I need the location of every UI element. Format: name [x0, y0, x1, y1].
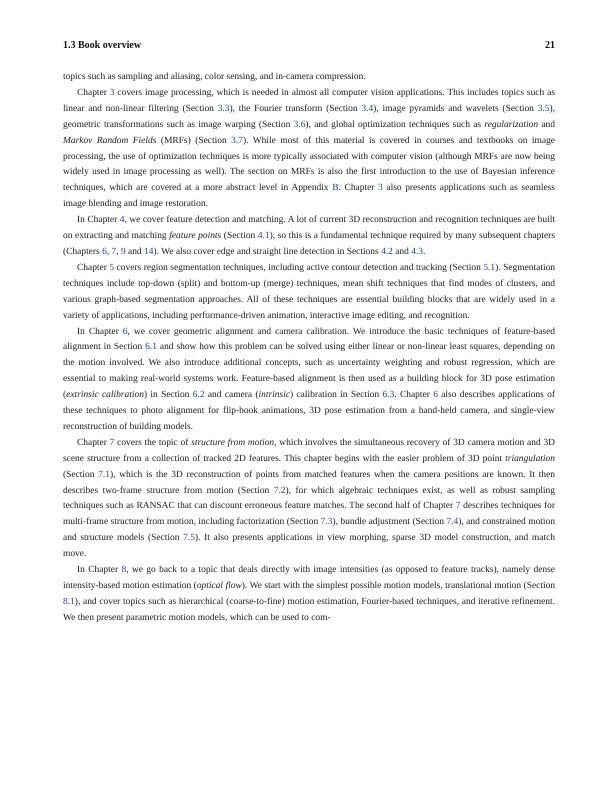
running-header — [63, 40, 555, 51]
paragraph-chapter-7 — [63, 436, 555, 563]
text-run: ), for which algebraic techniques exist, as well as robust sampling techniques such as RANSAC that can discount erroneous feature matches. The second half of Chapter — [63, 485, 555, 512]
text-run: ), so this is a fundamental technique required by many subsequent chapters (Chapters — [63, 231, 555, 257]
text-run: and show how this problem can be solved using either linear or non-linear least squares, depending on the motion involved. We also introduce additional concepts, such as uncertainty weighting and robust regression, which are essential to making real-world systems work. Feature-based alignment is then used as a building block for 3D pose estimation ( — [63, 342, 555, 401]
cross-reference-link[interactable]: 7 — [455, 501, 461, 512]
cross-reference-link[interactable]: 6 — [433, 390, 438, 401]
paragraph-chapter-8 — [63, 563, 555, 627]
cross-reference-link[interactable]: 7.4 — [446, 517, 459, 528]
cross-reference-link[interactable]: 4.1 — [257, 231, 270, 242]
cross-reference-link[interactable]: 14 — [144, 246, 154, 257]
text-run: ) calibration in Section — [290, 390, 383, 401]
text-run: ) in Section — [143, 390, 193, 401]
cross-reference-link[interactable]: 3.5 — [537, 103, 550, 114]
page-number: 21 — [545, 40, 555, 51]
text-run: (Section — [221, 231, 258, 242]
cross-reference-link[interactable]: 7 — [111, 246, 117, 257]
paragraph-chapter-6 — [63, 325, 555, 436]
text-run: ), which is the 3D reconstruction of points from matched features when the camera positions are known. It then describes two-frame structure from motion (Section — [63, 469, 556, 496]
text-run: ), bundle adjustment (Section — [332, 517, 447, 528]
cross-reference-link[interactable]: 3.7 — [231, 135, 243, 146]
text-run: , we cover geometric alignment and camera calibration. We introduce the basic techniques of feature-based alignment in Section — [63, 326, 555, 353]
section-title: 1.3 Book overview — [63, 40, 142, 51]
cross-reference-link[interactable]: 6 — [122, 326, 128, 337]
text-run: , — [106, 246, 112, 257]
emphasized-term: intrinsic — [258, 390, 291, 401]
cross-reference-link[interactable]: 4 — [119, 215, 125, 226]
cross-reference-link[interactable]: 3.6 — [293, 119, 306, 130]
cross-reference-link[interactable]: 4.3 — [411, 246, 424, 257]
text-run: describes techniques for multi-frame structure from motion, including factorization (Section — [63, 501, 555, 528]
paragraph-chapter-5 — [63, 261, 555, 325]
cross-reference-link[interactable]: 3 — [109, 87, 115, 98]
emphasized-term: triangulation — [505, 453, 555, 464]
cross-reference-link[interactable]: 8 — [121, 565, 127, 576]
cross-reference-link[interactable]: 7.3 — [320, 517, 333, 528]
text-run: ), and global optimization techniques such as — [305, 119, 485, 130]
body-text — [63, 70, 555, 627]
text-run: ). It also presents applications in view morphing, sparse 3D model construction, and match move. — [63, 533, 555, 560]
text-run: ). We start with the simplest possible motion models, translational motion (Section — [241, 581, 556, 591]
paragraph-chapter-4 — [63, 213, 555, 261]
text-run: also describes applications of these techniques to photo alignment for flip-book animations, 3D pose estimation from a hand-held camera, and single-view reconstruction of building models. — [63, 390, 556, 432]
cross-reference-link[interactable]: 6.3 — [382, 390, 395, 401]
text-run: topics such as sampling and aliasing, color sensing, and in-camera compression. — [63, 72, 366, 82]
text-run: , — [116, 246, 121, 257]
text-run: In Chapter — [77, 565, 122, 576]
cross-reference-link[interactable]: 6.1 — [145, 342, 157, 353]
emphasized-term: Markov Random Fields — [63, 135, 157, 146]
text-run: covers image processing, which is needed in almost all computer vision applications. This includes topics such as linear and non-linear filtering (Section — [63, 87, 555, 114]
text-run: covers region segmentation techniques, including active contour detection and tracking (Section — [114, 262, 484, 273]
text-run: In Chapter — [77, 326, 123, 337]
cross-reference-link[interactable]: 8.1 — [63, 596, 75, 607]
cross-reference-link[interactable]: 7.5 — [183, 533, 195, 544]
paragraph-0 — [63, 70, 555, 86]
cross-reference-link[interactable]: 6.2 — [192, 390, 205, 401]
text-run: and — [125, 246, 145, 257]
cross-reference-link[interactable]: 7 — [109, 437, 115, 448]
text-run: ), and constrained motion and structure models (Section — [63, 517, 555, 544]
text-run: Chapter — [77, 87, 110, 98]
cross-reference-link[interactable]: 7.2 — [273, 485, 286, 496]
text-run: . Chapter — [338, 183, 379, 194]
text-run: ), and cover topics such as hierarchical (coarse-to-fine) motion estimation, Fourier-based techniques, and iterative refinement. We then present parametric motion models, which can be used to com- — [63, 596, 555, 623]
text-run: , which involves the simultaneous recovery of 3D camera motion and 3D scene structure from a collection of tracked 2D features. This chapter begins with the easier problem of 3D point — [63, 437, 555, 464]
cross-reference-link[interactable]: 4.2 — [381, 246, 393, 257]
emphasized-term: optical flow — [196, 581, 242, 591]
cross-reference-link[interactable]: B — [332, 183, 339, 194]
text-run: . — [423, 246, 426, 257]
cross-reference-link[interactable]: 3 — [378, 183, 383, 194]
emphasized-term: structure from motion — [191, 437, 275, 448]
text-run: Chapter — [77, 262, 110, 273]
emphasized-term: regularization — [484, 119, 539, 130]
text-run: In Chapter — [77, 215, 120, 226]
text-run: (Section — [63, 469, 99, 480]
cross-reference-link[interactable]: 3.4 — [361, 103, 374, 114]
cross-reference-link[interactable]: 5 — [109, 262, 115, 273]
cross-reference-link[interactable]: 9 — [120, 246, 126, 257]
text-run: ), image pyramids and wavelets (Section — [373, 103, 538, 114]
text-run: ). While most of this material is covered in courses and textbooks on image processing, the use of optimization techniques is more typically associated with computer vision (although MRFs are now being widely used in image processing as well). The section on MRFs is also the first introduction to the use of Bayesian inference techniques, which are covered at a more abstract level in Appendix — [63, 135, 555, 194]
cross-reference-link[interactable]: 7.1 — [98, 469, 110, 480]
paragraph-chapter-3 — [63, 86, 555, 213]
cross-reference-link[interactable]: 3.3 — [217, 103, 230, 114]
text-run: covers the topic of — [114, 437, 192, 448]
text-run: ). Segmentation techniques include top-down (split) and bottom-up (merge) techniques, mean shift techniques that find modes of clusters, and various graph-based segmentation approaches. All of these techniques are essential building blocks that are widely used in a variety of applications, including performance-driven animation, interactive image editing, and recognition. — [63, 262, 556, 321]
cross-reference-link[interactable]: 5.1 — [483, 262, 496, 273]
text-run: (MRFs) (Section — [156, 135, 232, 146]
text-run: , we cover feature detection and matching. A lot of current 3D reconstruction and recognition techniques are built on extracting and matching — [63, 215, 555, 242]
emphasized-term: extrinsic calibration — [66, 390, 144, 401]
text-run: ), geometric transformations such as image warping (Section — [63, 103, 555, 130]
text-run: ), the Fourier transform (Section — [229, 103, 362, 114]
text-run: and — [538, 119, 555, 130]
text-run: . Chapter — [394, 390, 434, 401]
text-run: also presents applications such as seamless image blending and image restoration. — [63, 183, 555, 210]
emphasized-term: feature points — [169, 231, 222, 242]
text-run: and camera ( — [204, 390, 259, 401]
cross-reference-link[interactable]: 6 — [102, 246, 107, 257]
text-run: , we go back to a topic that deals directly with image intensities (as opposed to feature tracks), namely dense intensity-based motion estimation ( — [63, 565, 555, 591]
text-run: Chapter — [77, 437, 110, 448]
text-run: ). We also cover edge and straight line detection in Sections — [153, 246, 382, 257]
text-run: and — [392, 246, 412, 257]
